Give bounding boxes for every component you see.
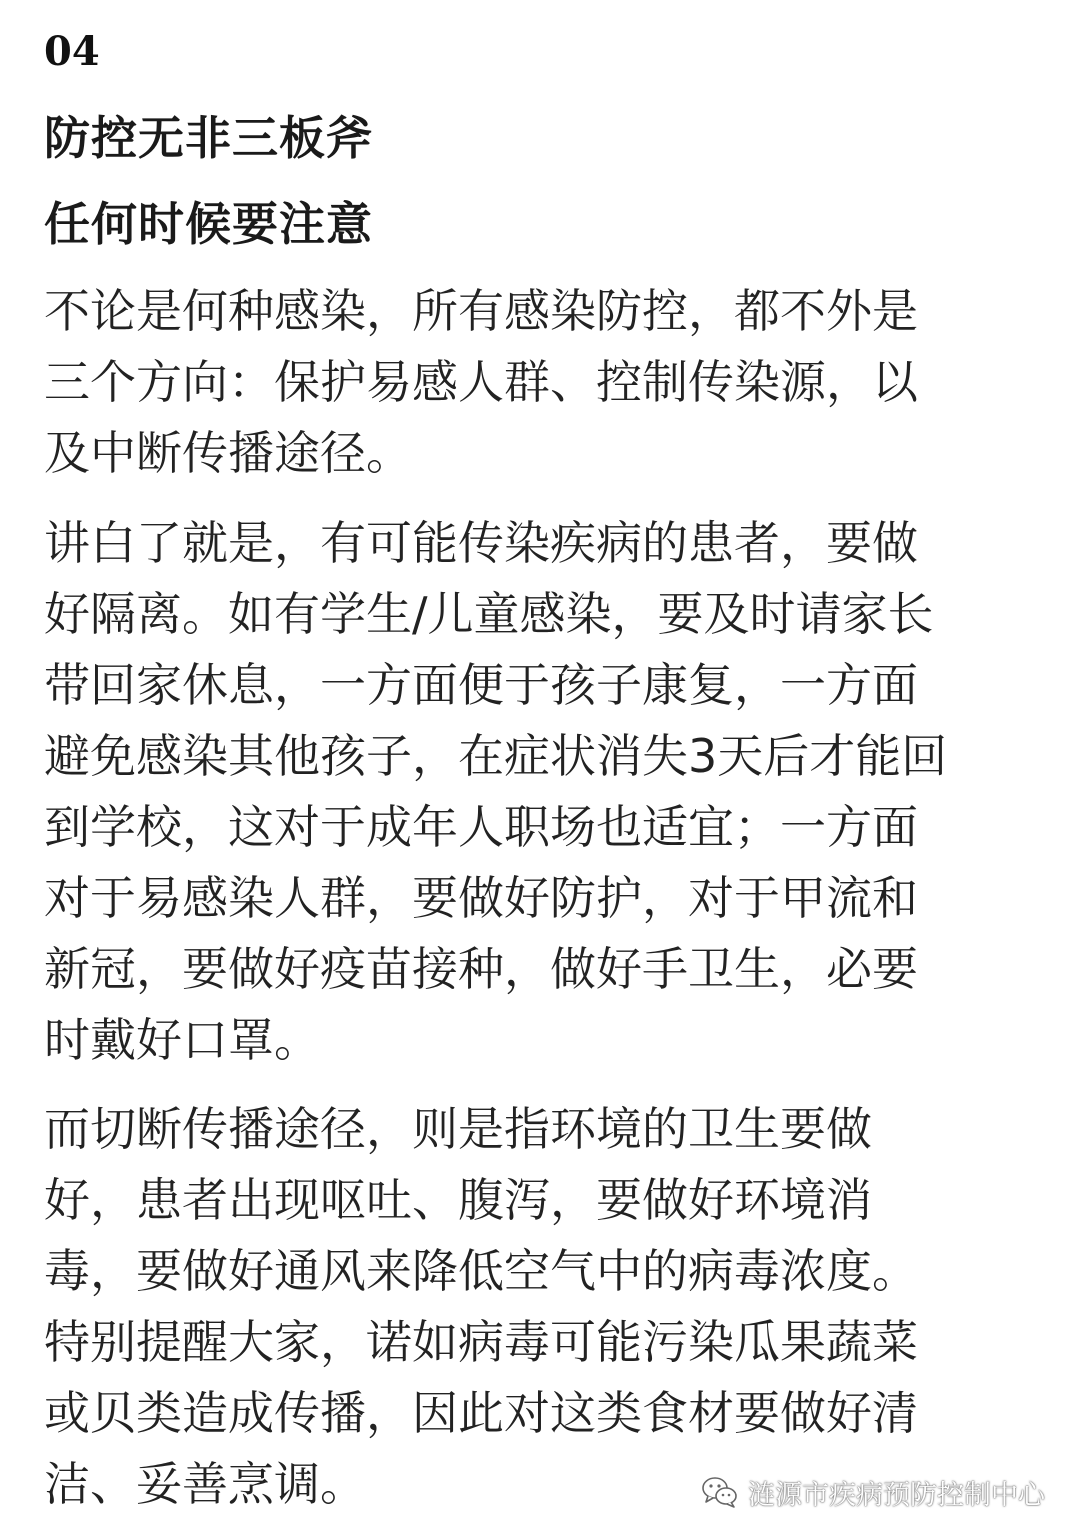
paragraph-1 (44, 276, 1034, 489)
paragraph-line: 及中断传播途径。 (44, 426, 412, 480)
paragraph-line: 讲白了就是，有可能传染疾病的患者，要做 (44, 516, 918, 570)
paragraph-line: 特别提醒大家，诺如病毒可能污染瓜果蔬菜 (44, 1315, 918, 1369)
paragraph-line: 不论是何种感染，所有感染防控，都不外是 (44, 284, 918, 338)
paragraph-line: 到学校，这对于成年人职场也适宜；一方面 (44, 800, 918, 854)
section-number: 04 (44, 28, 100, 75)
paragraph-line: 避免感染其他孩子，在症状消失3天后才能回 (44, 729, 948, 783)
paragraph-line: 时戴好口罩。 (44, 1013, 320, 1067)
paragraph-line: 三个方向：保护易感人群、控制传染源，以 (44, 355, 918, 409)
paragraph-line: 带回家休息，一方面便于孩子康复，一方面 (44, 658, 918, 712)
account-watermark (700, 1472, 1045, 1512)
paragraph-2 (44, 508, 1034, 1076)
paragraph-line: 好隔离。如有学生/儿童感染，要及时请家长 (44, 587, 934, 641)
paragraph-line: 新冠，要做好疫苗接种，做好手卫生，必要 (44, 942, 918, 996)
paragraph-line: 好，患者出现呕吐、腹泻，要做好环境消 (44, 1173, 872, 1227)
paragraph-line: 洁、妥善烹调。 (44, 1457, 366, 1511)
paragraph-line: 而切断传播途径，则是指环境的卫生要做 (44, 1102, 872, 1156)
paragraph-3 (44, 1094, 1034, 1520)
section-heading-2: 任何时候要注意 (44, 197, 373, 251)
wechat-icon (700, 1474, 740, 1510)
paragraph-line: 毒，要做好通风来降低空气中的病毒浓度。 (44, 1244, 918, 1298)
section-heading-1: 防控无非三板斧 (44, 111, 373, 165)
paragraph-line: 或贝类造成传播，因此对这类食材要做好清 (44, 1386, 918, 1440)
watermark-text: 涟源市疾病预防控制中心 (748, 1479, 1045, 1511)
paragraph-line: 对于易感染人群，要做好防护，对于甲流和 (44, 871, 918, 925)
